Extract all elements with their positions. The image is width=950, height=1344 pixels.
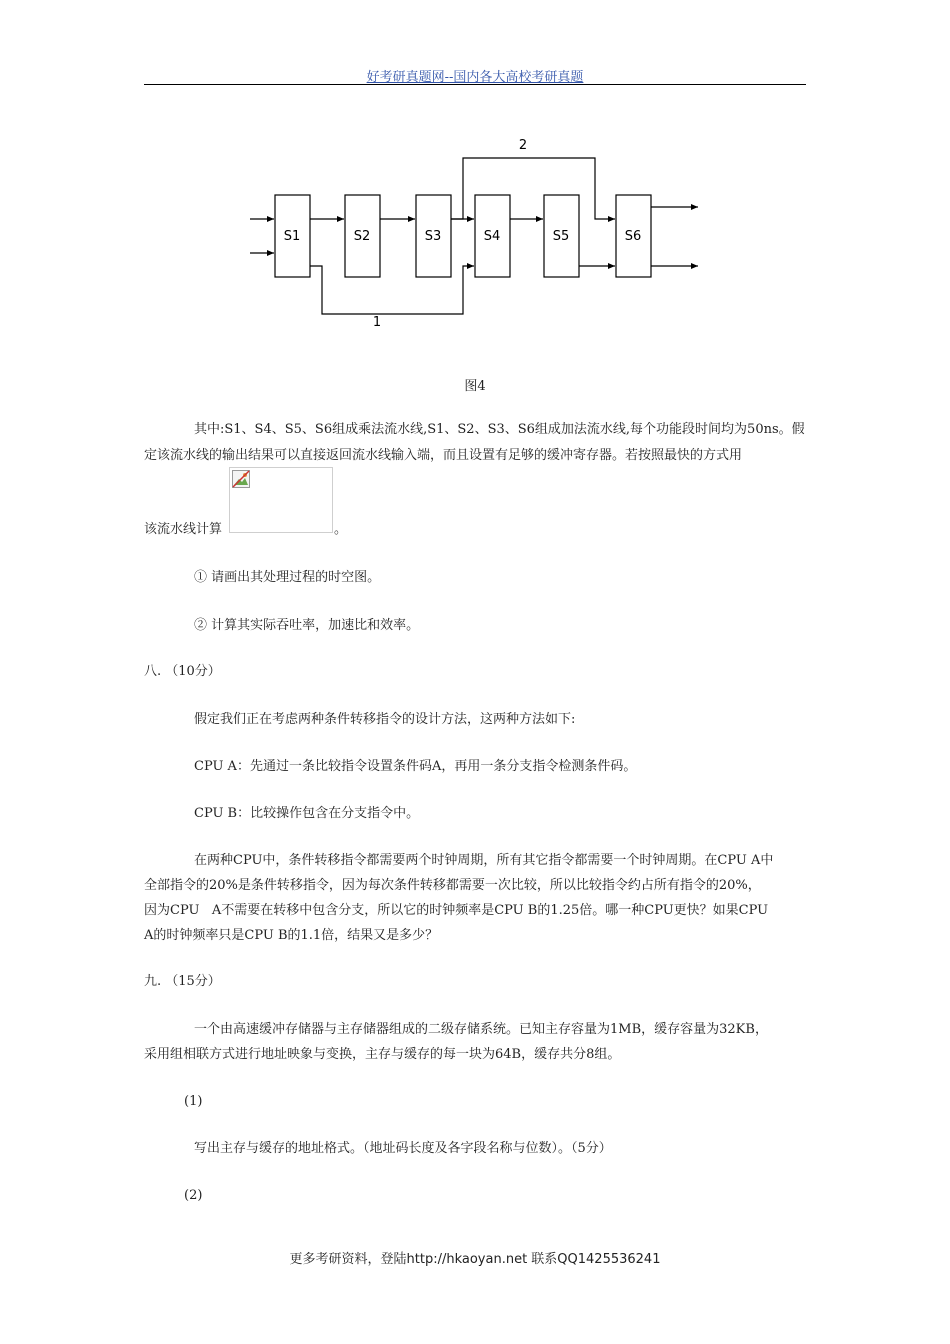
- para1-line1: 其中:S1、S4、S5、S6组成乘法流水线,S1、S2、S3、S6组成加法流水线,每个功能段时间均为50ns。假: [194, 422, 805, 437]
- question-2: ② 计算其实际吞吐率，加速比和效率。: [194, 618, 420, 633]
- section9-heading: 九. （15分）: [144, 974, 221, 989]
- footer-text: 更多考研资料，登陆http://hkaoyan.net 联系QQ1425536241: [289, 1252, 661, 1267]
- section8-cpu-a: CPU A：先通过一条比较指令设置条件码A，再用一条分支指令检测条件码。: [194, 759, 637, 774]
- section8-para-line3: 因为CPU A不需要在转移中包含分支，所以它的时钟频率是CPU B的1.25倍。哪一种CPU更快？如果CPU: [144, 903, 769, 918]
- stage-label-s6: S6: [624, 229, 642, 244]
- stage-label-s4: S4: [483, 229, 501, 244]
- section8-para-line2: 全部指令的20%是条件转移指令，因为每次条件转移都需要一次比较，所以比较指令约占所有指令的20%，: [144, 878, 761, 893]
- stage-label-s2: S2: [353, 229, 371, 244]
- section9-item1-label: (1): [184, 1094, 203, 1109]
- para1-line3-suffix: 。: [334, 522, 348, 537]
- section8-para-line4: A的时钟频率只是CPU B的1.1倍，结果又是多少？: [144, 928, 439, 943]
- pipeline-diagram: [240, 128, 720, 338]
- broken-image-icon: [232, 470, 250, 488]
- section9-para-line2: 采用组相联方式进行地址映象与变换，主存与缓存的每一块为64B，缓存共分8组。: [144, 1047, 621, 1062]
- section8-para-line1: 在两种CPU中，条件转移指令都需要两个时钟周期，所有其它指令都需要一个时钟周期。在CPU A中: [194, 853, 774, 868]
- header-divider: [144, 84, 806, 85]
- path-label-1: 1: [372, 315, 382, 330]
- figure-caption: 图4: [464, 379, 486, 394]
- stage-label-s3: S3: [424, 229, 442, 244]
- stage-label-s5: S5: [552, 229, 570, 244]
- section9-item2-label: (2): [184, 1188, 203, 1203]
- section8-intro: 假定我们正在考虑两种条件转移指令的设计方法，这两种方法如下:: [194, 712, 576, 727]
- para1-line2: 定该流水线的输出结果可以直接返回流水线输入端，而且设置有足够的缓冲寄存器。若按照最快的方式用: [144, 448, 743, 463]
- path-label-2: 2: [518, 138, 528, 153]
- question-1: ① 请画出其处理过程的时空图。: [194, 570, 381, 585]
- section9-item1-text: 写出主存与缓存的地址格式。（地址码长度及各字段名称与位数）。（5分）: [194, 1141, 612, 1156]
- stage-label-s1: S1: [283, 229, 301, 244]
- para1-line3-prefix: 该流水线计算: [144, 522, 223, 537]
- section9-para-line1: 一个由高速缓冲存储器与主存储器组成的二级存储系统。已知主存容量为1MB，缓存容量为32KB，: [194, 1022, 768, 1037]
- formula-image-placeholder: [229, 467, 333, 533]
- header-link[interactable]: 好考研真题网--国内各大高校考研真题: [366, 70, 584, 85]
- section8-cpu-b: CPU B：比较操作包含在分支指令中。: [194, 806, 420, 821]
- section8-heading: 八. （10分）: [144, 664, 221, 679]
